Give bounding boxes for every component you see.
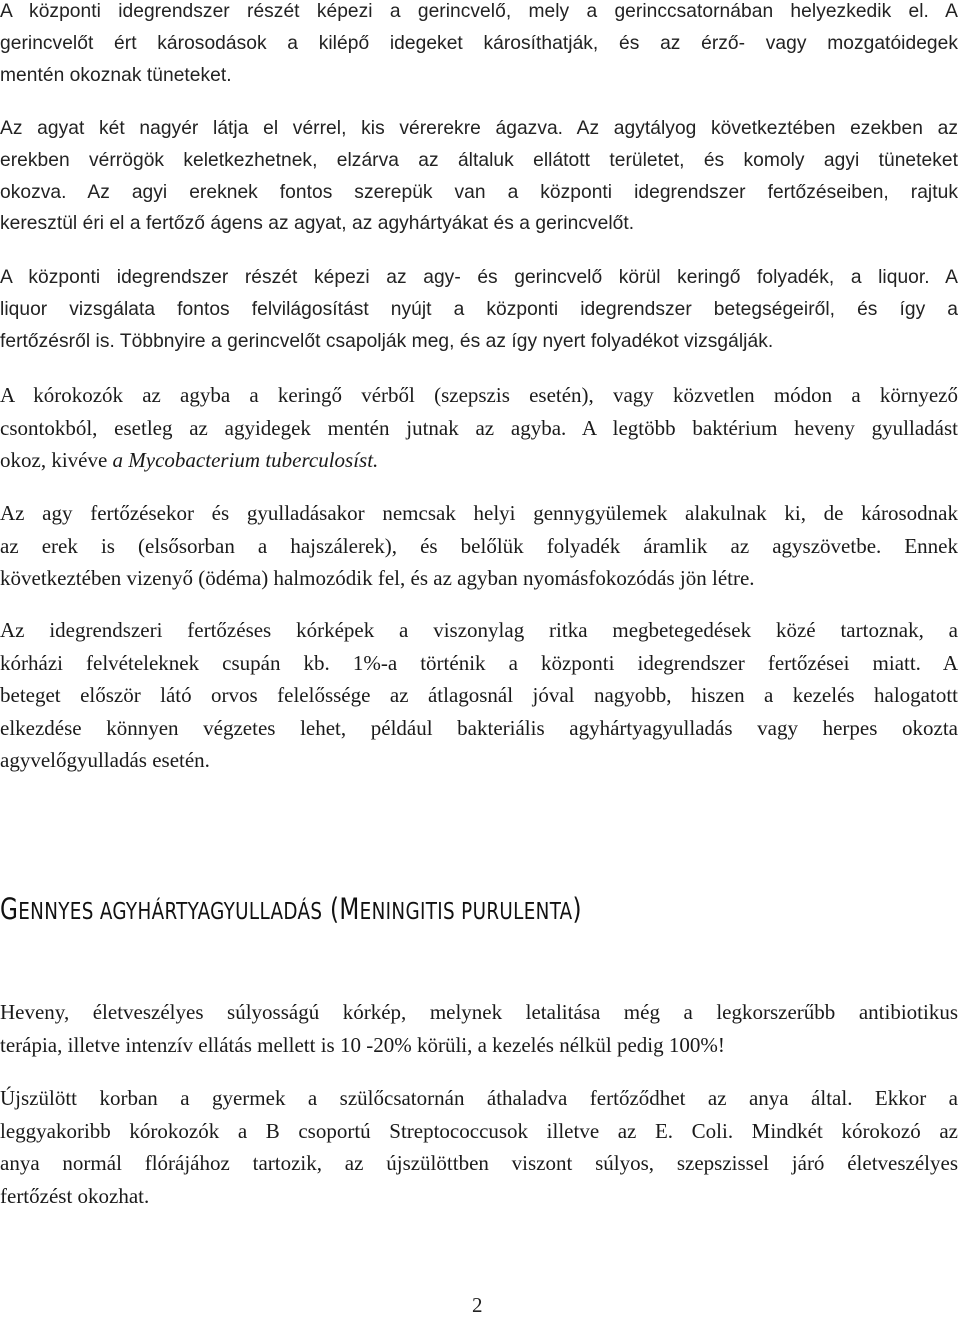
paragraph-brain-vessels bbox=[0, 113, 958, 240]
text-line: agyvelőgyulladás esetén. bbox=[0, 748, 210, 772]
text-line: fertőzést okozhat. bbox=[0, 1183, 150, 1208]
text-line: okozva. Az agyi ereknek fontos szerepük van a központi idegrendszer fertőzéseiben, rajtuk bbox=[0, 181, 958, 203]
text-line: Az idegrendszeri fertőzéses kórképek a viszonylag ritka megbetegedések közé tartoznak, a bbox=[0, 618, 958, 642]
text-line: mentén okoznak tüneteket. bbox=[0, 64, 232, 86]
text-line: erekben vérrögök keletkezhetnek, elzárva az általuk ellátott területet, és komoly agyi tüneteket bbox=[0, 149, 958, 171]
heading-text: (M bbox=[322, 892, 360, 926]
text-line: A kórokozók az agyba a keringő vérből (szepszis esetén), vagy közvetlen módon a környező bbox=[0, 383, 958, 407]
text-line bbox=[0, 444, 958, 477]
paragraph-spinal-cord bbox=[0, 0, 958, 91]
section-heading bbox=[0, 889, 582, 932]
text-line: elkezdése könnyen végzetes lehet, például bakteriális agyhártyagyulladás vagy herpes okozta bbox=[0, 715, 958, 740]
text-line: Újszülött korban a gyermek a szülőcsatornán áthaladva fertőződhet az anya által. Ekkor a bbox=[0, 1086, 958, 1110]
text-line: következtében vizenyő (ödéma) halmozódik fel, és az agyban nyomásfokozódás jön létre. bbox=[0, 566, 755, 590]
heading-text: ENINGITIS PURULENTA bbox=[359, 899, 573, 925]
heading-text: G bbox=[0, 892, 19, 926]
text-line: terápia, illetve intenzív ellátás mellett is 10 -20% körüli, a kezelés nélkül pedig 100%! bbox=[0, 1032, 725, 1057]
text-line: az erek is (elsősorban a hajszálerek), és belőlük folyadék áramlik az agyszövetbe. Ennek bbox=[0, 533, 958, 558]
paragraph-infection-rarity bbox=[0, 614, 958, 777]
text-line: Az agyat két nagyér látja el vérrel, kis vérerekre ágazva. Az agytályog következtében ezekben az bbox=[0, 118, 958, 139]
text-line: kórházi felvételeknek csupán kb. 1%-a történik a központi idegrendszer fertőzései miatt. A bbox=[0, 650, 958, 675]
text-line: anya normál flórájához tartozik, az újszülöttben viszont súlyos, szepszissel járó életveszélyes bbox=[0, 1151, 958, 1175]
paragraph-inflammation bbox=[0, 497, 958, 595]
text-line: A központi idegrendszer részét képezi az agy- és gerincvelő körül keringő folyadék, a liquor. A bbox=[0, 267, 958, 288]
paragraph-liquor bbox=[0, 262, 958, 357]
text-line: leggyakoribb kórokozók a B csoportú Streptococcusok illetve az E. Coli. Mindkét kórokozó az bbox=[0, 1118, 958, 1143]
text-line: Heveny, életveszélyes súlyosságú kórkép, melynek letalitása még a legkorszerűbb antibiotikus bbox=[0, 1000, 958, 1024]
paragraph-neonatal-infection bbox=[0, 1082, 958, 1212]
heading-text: ENNYES AGYHÁRTYAGYULLADÁS bbox=[18, 899, 323, 925]
text-line: Az agy fertőzésekor és gyulladásakor nemcsak helyi gennygyülemek alakulnak ki, de károsodnak bbox=[0, 501, 958, 525]
paragraph-pathogens bbox=[0, 379, 958, 477]
text-line: A központi idegrendszer részét képezi a gerincvelő, mely a gerinccsatornában helyezkedik el. A bbox=[0, 1, 958, 22]
page-number: 2 bbox=[472, 1293, 483, 1317]
text-run: okoz, kivéve bbox=[0, 448, 113, 472]
heading-text: ) bbox=[572, 892, 582, 926]
paragraph-meningitis-lethality bbox=[0, 996, 958, 1061]
text-line: gerincvelőt ért károsodások a kilépő idegeket károsíthatják, és az érző- vagy mozgatóidegek bbox=[0, 32, 958, 54]
text-line: csontokból, esetleg az agyidegek mentén jutnak az agyba. A legtöbb baktérium heveny gyulladást bbox=[0, 415, 958, 440]
italic-species-name: a Mycobacterium tuberculosíst. bbox=[112, 448, 379, 472]
text-line: beteget először látó orvos felelőssége az átlagosnál jóval nagyobb, hiszen a kezelés halogatott bbox=[0, 683, 958, 707]
text-line: liquor vizsgálata fontos felvilágosítást nyújt a központi idegrendszer betegségeiről, és így a bbox=[0, 298, 958, 320]
text-line: keresztül éri el a fertőző ágens az agyat, az agyhártyákat és a gerincvelőt. bbox=[0, 213, 635, 235]
text-line: fertőzésről is. Többnyire a gerincvelőt csapolják meg, és az így nyert folyadékot vizsgálják. bbox=[0, 330, 774, 352]
